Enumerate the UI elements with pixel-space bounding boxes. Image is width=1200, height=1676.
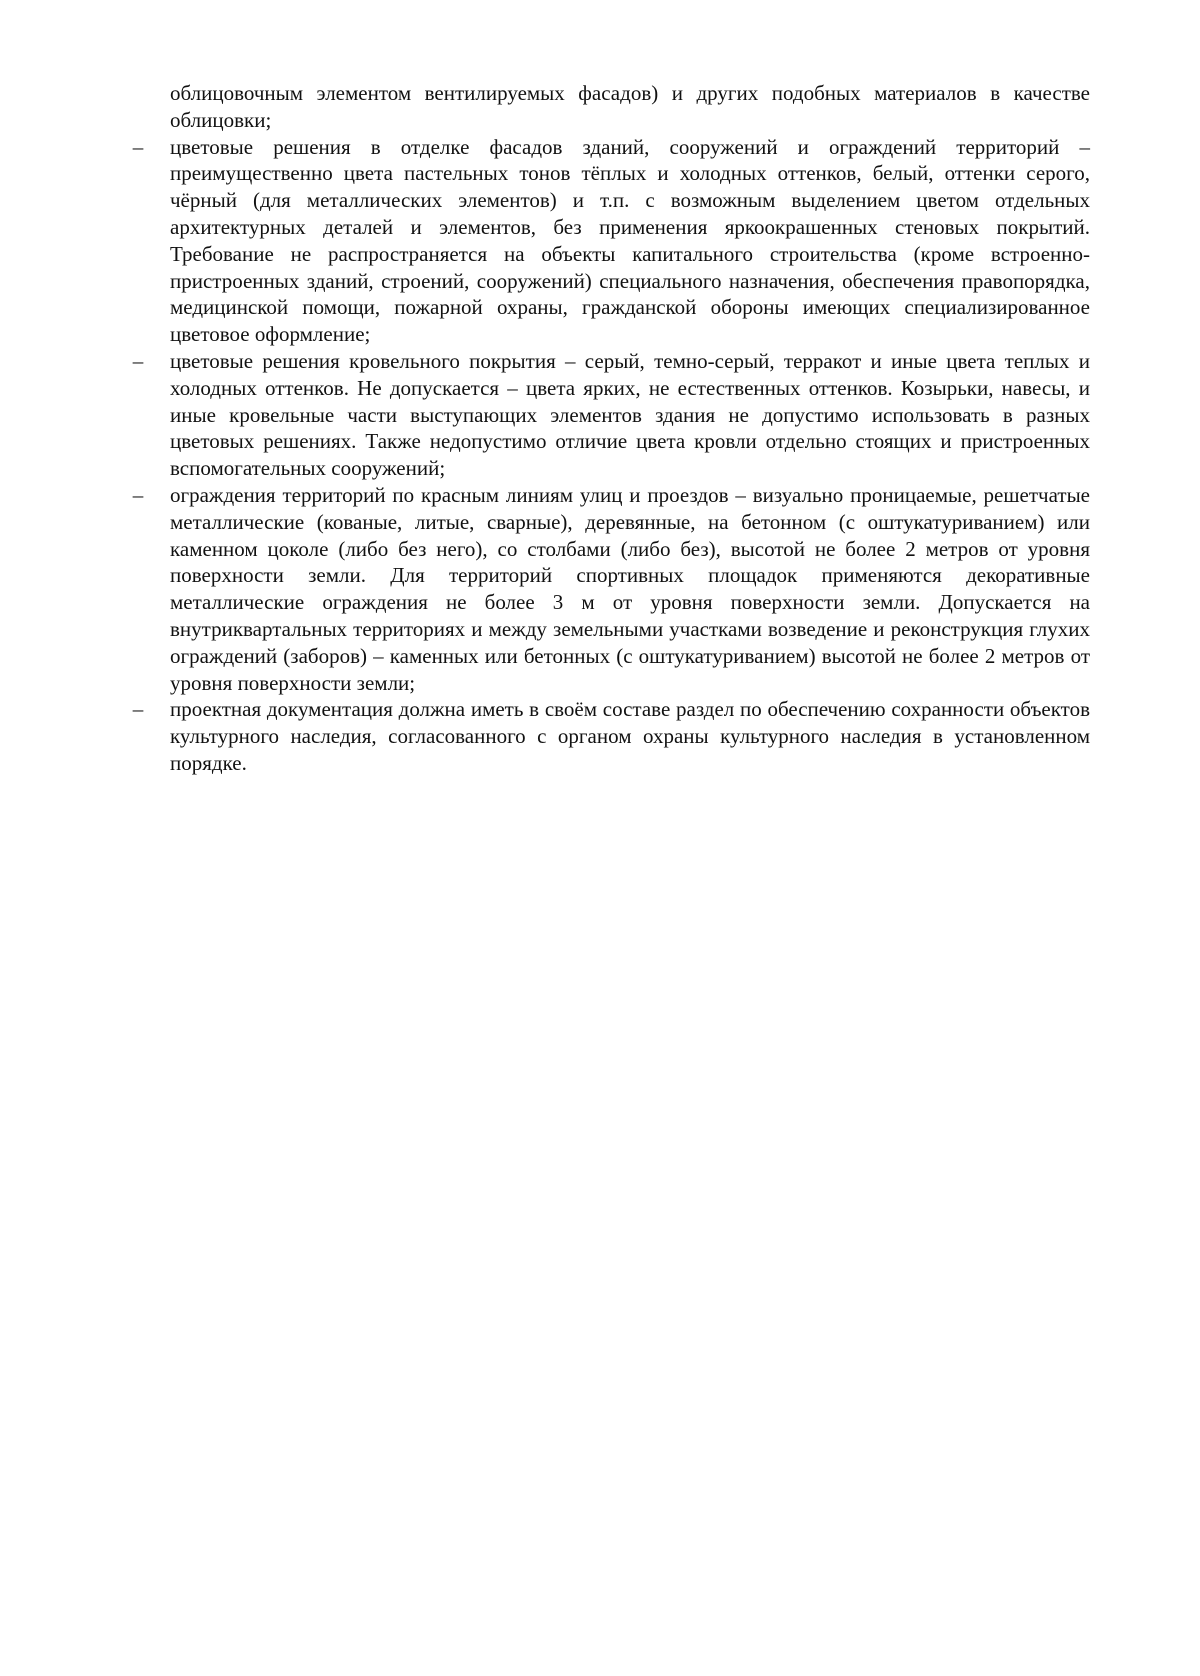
document-body	[132, 80, 1090, 777]
list-item-text: проектная документация должна иметь в своём составе раздел по обеспечению сохранности объектов культурного наследия, согласованного с органом охраны культурного наследия в установленном порядке.	[170, 697, 1090, 775]
list-item-text: ограждения территорий по красным линиям улиц и проездов – визуально проницаемые, решетчатые металлические (кованые, литые, сварные), деревянные, на бетонном (с оштукатуриванием) или каменном цоколе (либо без него), со столбами (либо без), высотой не более 2 метров от уровня поверхности земли. Для территорий спортивных площадок применяются декоративные металлические ограждения не более 3 м от уровня поверхности земли. Допускается на внутриквартальных территориях и между земельными участками возведение и реконструкция глухих ограждений (заборов) – каменных или бетонных (с оштукатуриванием) высотой не более 2 метров от уровня поверхности земли;	[170, 482, 1090, 695]
dash-bullet-icon: –	[132, 697, 144, 722]
list-item	[132, 134, 1090, 348]
list-item-text: цветовые решения кровельного покрытия – серый, темно-серый, терракот и иные цвета теплых и холодных оттенков. Не допускается – цвета ярких, не естественных оттенков. Козырьки, навесы, и иные кровельные части выступающих элементов здания не допустимо использовать в разных цветовых решениях. Также недопустимо отличие цвета кровли отдельно стоящих и пристроенных вспомогательных сооружений;	[170, 348, 1090, 481]
list-item	[132, 348, 1090, 482]
list-item	[132, 696, 1090, 776]
dash-bullet-icon: –	[132, 134, 144, 159]
continuation-paragraph: облицовочным элементом вентилируемых фасадов) и других подобных материалов в качестве облицовки;	[170, 81, 1090, 132]
list-item-text: цветовые решения в отделке фасадов зданий, сооружений и ограждений территорий – преимущественно цвета пастельных тонов тёплых и холодных оттенков, белый, оттенки серого, чёрный (для металлических элементов) и т.п. с возможным выделением цветом отдельных архитектурных деталей и элементов, без применения яркоокрашенных стеновых покрытий. Требование не распространяется на объекты капитального строительства (кроме встроенно-пристроенных зданий, строений, сооружений) специального назначения, обеспечения правопорядка, медицинской помощи, пожарной охраны, гражданской обороны имеющих специализированное цветовое оформление;	[170, 134, 1090, 347]
list-item	[132, 482, 1090, 696]
dash-bullet-icon: –	[132, 348, 144, 373]
dash-bullet-icon: –	[132, 482, 144, 507]
